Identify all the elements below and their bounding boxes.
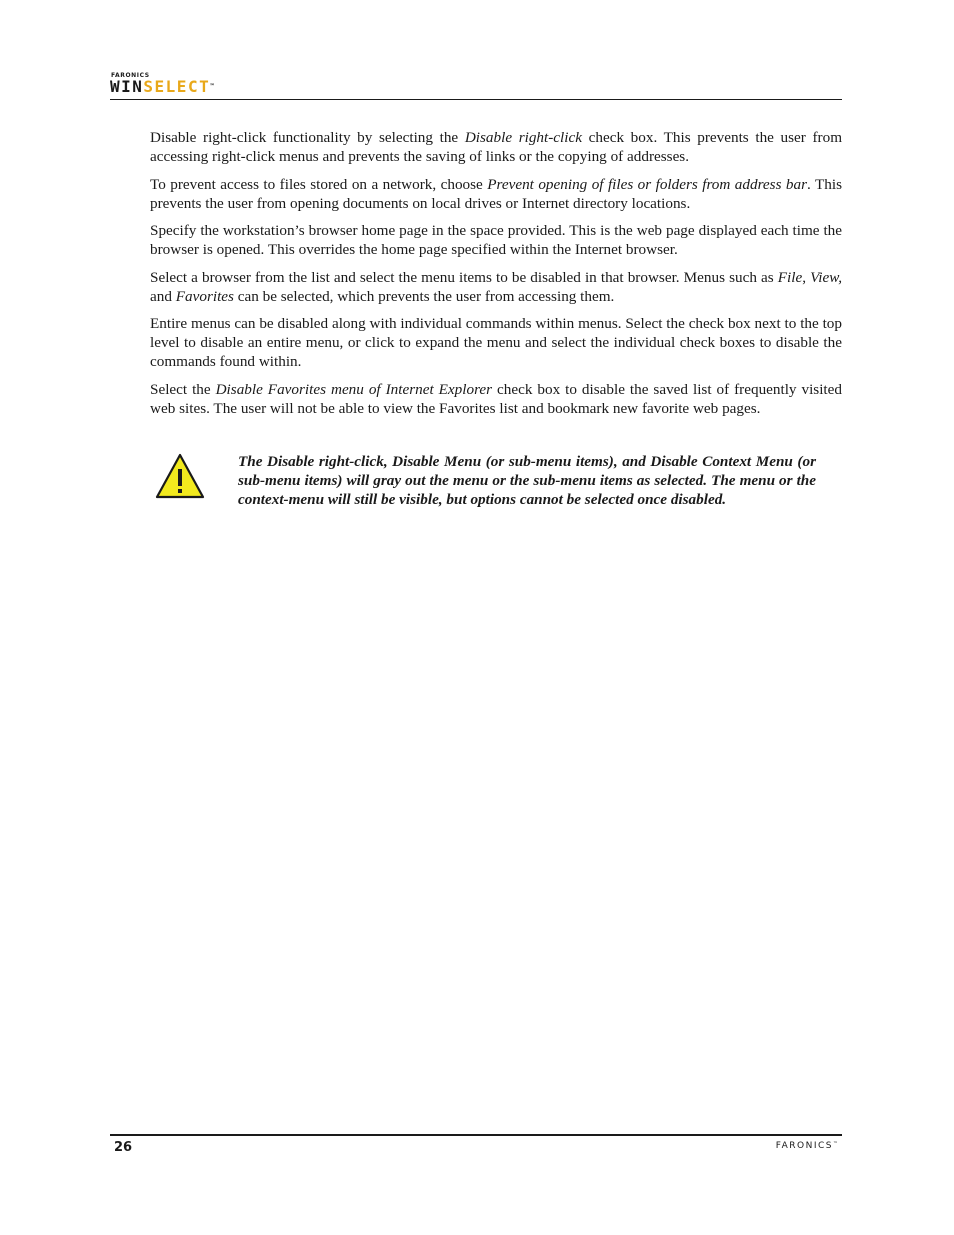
menu-name: Favorites	[175, 287, 234, 305]
product-logo-trademark: ™	[210, 83, 214, 90]
text-run: can be selected, which prevents the user from accessing them.	[233, 287, 615, 305]
text-run: check box to disable the saved list of frequently visited web sites. The user will not be able to view the Favorites list and bookmark new favorite web pages.	[150, 380, 842, 417]
paragraph-browser-menus	[150, 268, 842, 306]
page-header	[110, 72, 842, 100]
product-logo-win: WIN	[110, 77, 144, 96]
footer-brand-name: FARONICS	[775, 1141, 833, 1151]
option-name: Prevent opening of files or folders from address bar	[487, 175, 808, 193]
text-run: . This prevents the user from opening documents on local drives or Internet directory locations.	[150, 175, 842, 212]
page-number: 26	[114, 1140, 133, 1155]
paragraph-entire-menus: Entire menus can be disabled along with individual commands within menus. Select the check box next to the top level to disable an entire menu, or click to expand the menu and select the individual check boxes to disable the commands found within.	[150, 315, 842, 370]
paragraph-disable-right-click	[150, 128, 842, 166]
menu-name: File	[777, 268, 803, 286]
warning-icon	[154, 452, 206, 500]
product-logo-select: SELECT	[143, 77, 211, 96]
text-run: check box. This prevents the user from accessing right-click menus and prevents the saving of links or the copying of addresses.	[150, 129, 843, 165]
page-footer	[110, 1134, 842, 1160]
page-content	[150, 128, 842, 426]
option-name: Disable Favorites menu of Internet Explorer	[215, 380, 493, 398]
footer-brand-trademark: ™	[833, 1141, 838, 1147]
text-run: Select a browser from the list and select the menu items to be disabled in that browser. Menus such as	[150, 268, 778, 286]
company-wordmark: FARONICS	[111, 72, 150, 79]
option-name: Disable right-click	[464, 129, 582, 146]
text-run: Select the	[150, 380, 216, 398]
text-run: ,	[802, 268, 811, 286]
footer-brand	[776, 1141, 838, 1151]
product-logo	[110, 78, 214, 96]
text-run: and	[150, 287, 176, 305]
warning-note-text: The Disable right-click, Disable Menu (or sub-menu items), and Disable Context Menu (or sub-menu items) will gray out the menu or the sub-menu items as selected. The menu or the context-menu will still be visible, but options cannot be selected once disabled.	[238, 453, 816, 508]
text-run: Disable right-click functionality by selecting the	[150, 129, 465, 146]
paragraph-disable-favorites	[150, 380, 842, 418]
paragraph-home-page: Specify the workstation’s browser home page in the space provided. This is the web page displayed each time the browser is opened. This overrides the home page specified within the Internet browser.	[150, 222, 842, 258]
paragraph-prevent-opening	[150, 175, 842, 213]
text-run: To prevent access to files stored on a network, choose	[150, 175, 488, 193]
menu-name: View,	[810, 268, 842, 286]
